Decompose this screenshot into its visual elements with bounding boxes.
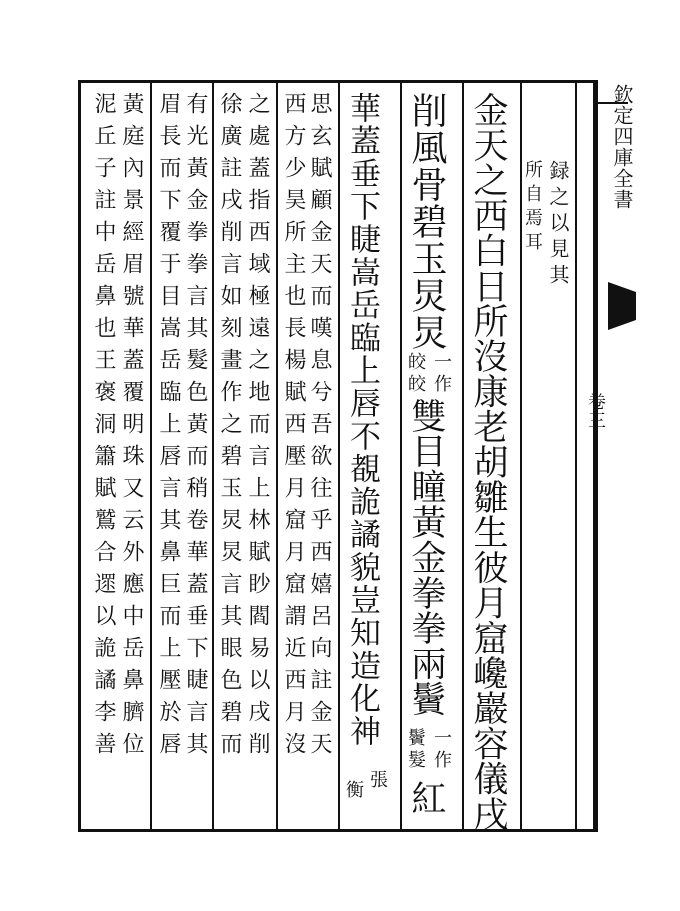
column-rule	[338, 80, 340, 832]
poem-column-2b: 雙目瞳黃金拳拳兩鬢	[406, 398, 446, 717]
preface-line-2: 所自焉耳	[522, 160, 543, 256]
book-title: 欽定四庫全書	[610, 84, 634, 210]
annotation-3-2: 衡	[343, 780, 364, 802]
banxin-rule-right	[593, 80, 595, 832]
annotation-2a-2: 皎皎	[405, 352, 426, 396]
commentary-line-1: 思玄賦顧金天而嘆息兮吾欲往乎西嬉呂向註金天	[307, 92, 332, 764]
fishtail-mark	[608, 282, 636, 330]
poem-column-2c: 紅	[406, 780, 446, 817]
poem-column-1: 金天之西白日所沒康老胡雛生彼月窟巉巖容儀戌	[468, 92, 508, 832]
column-rule	[150, 80, 152, 832]
commentary-line-7: 黃庭內景經眉號華蓋覆明珠又云外應中岳鼻臍位	[119, 92, 144, 764]
column-rule	[462, 80, 464, 832]
poem-column-2a: 削風骨碧玉炅炅	[406, 92, 447, 351]
commentary-line-8: 泥丘子註中岳鼻也王褒洞簫賦鷲合遝以詭譎李善	[91, 92, 116, 764]
commentary-line-5: 有光黃金拳拳言其髮色黃而稍卷華蓋垂下睫言其	[183, 92, 208, 764]
annotation-2a-1: 一作	[431, 352, 452, 396]
commentary-line-2: 西方少昊所主也長楊賦西壓月窟月窟謂近西月沒	[281, 92, 306, 764]
commentary-line-4: 徐廣註戌削言如刻畫作之碧玉炅炅言其眼色碧而	[217, 92, 242, 764]
annotation-3-1: 張	[367, 770, 388, 792]
column-rule	[276, 80, 278, 832]
poem-column-3: 華蓋垂下睫嵩岳臨上唇不覩詭譎貌豈知造化神	[344, 92, 380, 748]
banxin-rule-left	[575, 80, 577, 832]
annotation-2b-2: 鬢髮	[405, 728, 426, 772]
column-rule	[400, 80, 402, 832]
annotation-2b-1: 一作	[431, 728, 452, 772]
commentary-line-3: 之處蓋指西域極遠之地而言上林賦眇閻易以戌削	[245, 92, 270, 764]
column-rule	[212, 80, 214, 832]
preface-line-1: 録之以見其	[546, 160, 570, 290]
commentary-line-6: 眉長而下覆于目嵩岳臨上唇言其鼻巨而上壓於唇	[156, 92, 181, 764]
juan-label: 卷三	[585, 392, 606, 430]
